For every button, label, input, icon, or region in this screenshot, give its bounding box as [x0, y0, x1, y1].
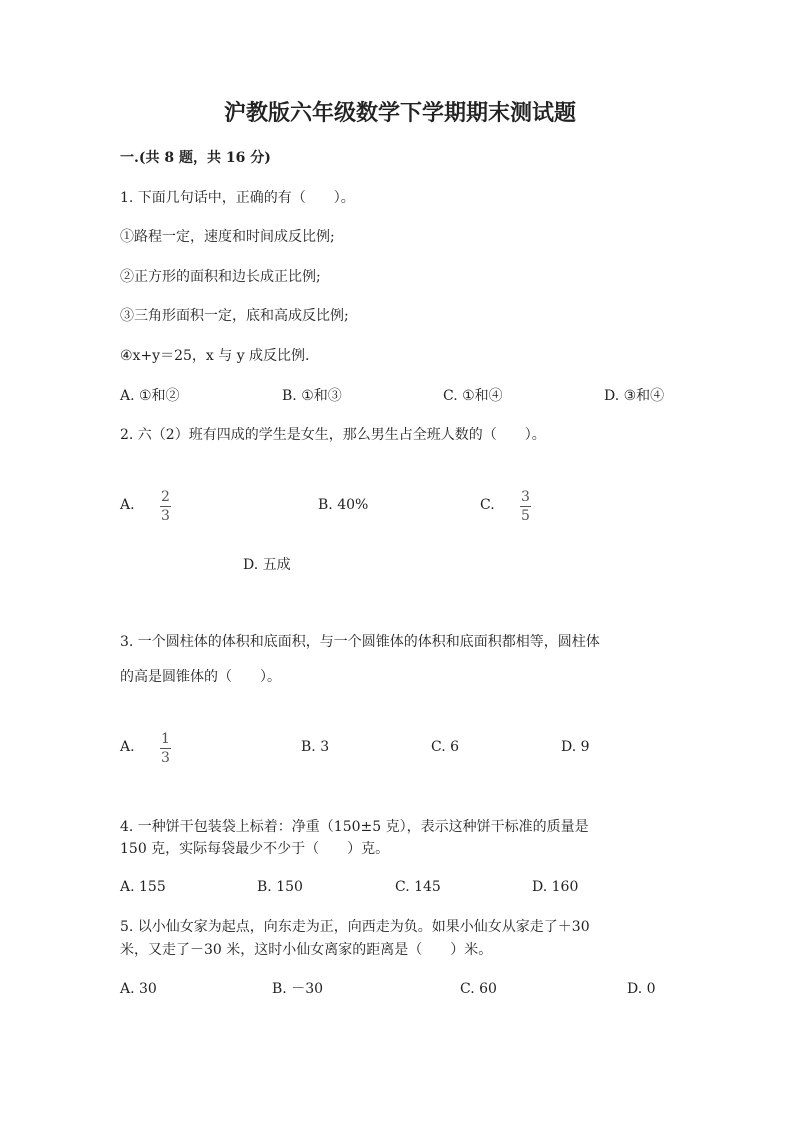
q5-option-a: A. 30 — [120, 981, 157, 997]
q1-statement-4: ④x+y＝25，x 与 y 成反比例. — [120, 348, 310, 364]
q3-option-b: B. 3 — [301, 739, 330, 755]
q2-stem: 2. 六（2）班有四成的学生是女生，那么男生占全班人数的（ ）。 — [120, 427, 546, 443]
page-title: 沪教版六年级数学下学期期末测试题 — [223, 100, 576, 126]
q3-option-a-label: A. — [120, 739, 135, 755]
fraction-denominator: 3 — [161, 750, 170, 766]
fraction-bar — [160, 748, 171, 749]
fraction-numerator: 3 — [521, 489, 530, 505]
q1-option-d: D. ③和④ — [604, 388, 665, 404]
section-heading: 一.(共 8 题，共 16 分) — [120, 150, 271, 166]
q1-stem: 1. 下面几句话中，正确的有（ ）。 — [120, 190, 355, 206]
fraction-bar — [520, 506, 531, 507]
q4-option-b: B. 150 — [257, 879, 303, 895]
q4-option-c: C. 145 — [395, 879, 441, 895]
q1-option-a: A. ①和② — [120, 388, 180, 404]
q3-option-a-fraction — [160, 731, 171, 766]
q5-stem-line-1: 5. 以小仙女家为起点，向东走为正，向西走为负。如果小仙女从家走了＋30 — [120, 919, 590, 935]
q3-option-c: C. 6 — [431, 739, 460, 755]
q5-stem-line-2: 米，又走了－30 米，这时小仙女离家的距离是（ ）米。 — [120, 942, 493, 958]
fraction-numerator: 2 — [161, 489, 170, 505]
q2-option-b: B. 40% — [318, 497, 369, 513]
q1-statement-2: ②正方形的面积和边长成正比例; — [120, 269, 321, 285]
q3-stem-line-1: 3. 一个圆柱体的体积和底面积，与一个圆锥体的体积和底面积都相等，圆柱体 — [120, 634, 600, 650]
q2-option-c-label: C. — [480, 497, 495, 513]
q2-option-c-fraction — [520, 489, 531, 524]
q5-option-c: C. 60 — [460, 981, 497, 997]
q4-option-d: D. 160 — [532, 879, 579, 895]
q5-option-d: D. 0 — [627, 981, 656, 997]
q3-option-d: D. 9 — [561, 739, 590, 755]
q2-option-a-fraction — [160, 489, 171, 524]
q4-stem-line-2: 150 克，实际每袋最少不少于（ ）克。 — [120, 841, 390, 857]
q1-option-b: B. ①和③ — [282, 388, 342, 404]
q5-option-b: B. －30 — [272, 981, 324, 997]
q3-stem-line-2: 的高是圆锥体的（ ）。 — [120, 669, 281, 685]
q2-option-d: D. 五成 — [243, 557, 291, 573]
q1-option-c: C. ①和④ — [443, 388, 503, 404]
fraction-denominator: 5 — [521, 508, 530, 524]
q1-statement-1: ①路程一定，速度和时间成反比例; — [120, 229, 335, 245]
q2-option-a-label: A. — [120, 497, 135, 513]
fraction-bar — [160, 506, 171, 507]
q4-stem-line-1: 4. 一种饼干包装袋上标着：净重（150±5 克），表示这种饼干标准的质量是 — [120, 819, 589, 835]
fraction-denominator: 3 — [161, 508, 170, 524]
q4-option-a: A. 155 — [120, 879, 166, 895]
q1-statement-3: ③三角形面积一定，底和高成反比例; — [120, 308, 349, 324]
fraction-numerator: 1 — [161, 731, 170, 747]
